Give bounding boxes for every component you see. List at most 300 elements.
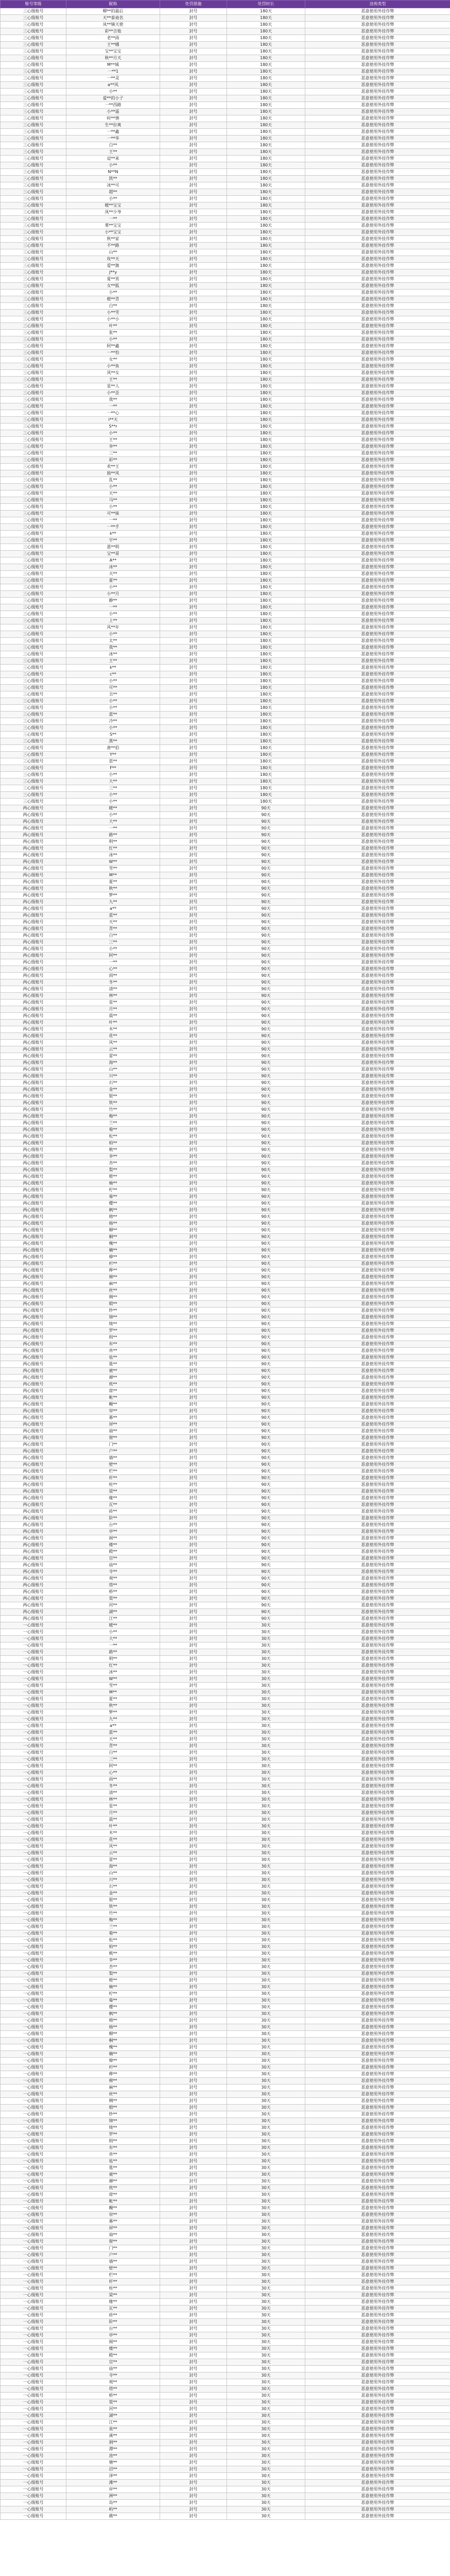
cell-level: 两心级账号 (1, 1187, 66, 1194)
cell-penalty: 封号 (160, 2165, 227, 2172)
cell-penalty: 封号 (160, 2192, 227, 2198)
cell-reason: 恶意使用外挂作弊 (305, 1522, 450, 1529)
cell-level: 三心级账号 (1, 142, 66, 149)
cell-level: 两心级账号 (1, 1328, 66, 1334)
cell-duration: 30天 (227, 1971, 305, 1977)
cell-reason: 恶意使用外挂作弊 (305, 1140, 450, 1147)
cell-reason: 恶意使用外挂作弊 (305, 2218, 450, 2225)
cell-duration: 180天 (227, 330, 305, 336)
cell-reason: 恶意使用外挂作弊 (305, 551, 450, 557)
cell-penalty: 封号 (160, 2466, 227, 2473)
cell-reason: 恶意使用外挂作弊 (305, 1716, 450, 1723)
cell-nickname: M** (66, 1689, 160, 1696)
cell-duration: 30天 (227, 2272, 305, 2279)
cell-reason: 恶意使用外挂作弊 (305, 752, 450, 758)
table-row (1, 1154, 450, 1160)
cell-reason: 恶意使用外挂作弊 (305, 2372, 450, 2379)
cell-reason: 恶意使用外挂作弊 (305, 1977, 450, 1984)
cell-penalty: 封号 (160, 611, 227, 618)
cell-duration: 30天 (227, 1689, 305, 1696)
cell-nickname: 罗** (66, 1328, 160, 1334)
cell-nickname: 江** (66, 1616, 160, 1622)
cell-level: 一心级账号 (1, 2259, 66, 2265)
cell-reason: 恶意使用外挂作弊 (305, 1984, 450, 1991)
cell-nickname: 桥** (66, 2393, 160, 2399)
cell-penalty: 封号 (160, 69, 227, 75)
cell-reason: 恶意使用外挂作弊 (305, 2319, 450, 2326)
cell-duration: 180天 (227, 129, 305, 135)
cell-duration: 90天 (227, 1388, 305, 1395)
cell-penalty: 封号 (160, 1555, 227, 1562)
cell-reason: 恶意使用外挂作弊 (305, 1743, 450, 1750)
cell-nickname: 杉** (66, 2064, 160, 2071)
cell-level: 一心级账号 (1, 1991, 66, 1997)
cell-duration: 90天 (227, 1227, 305, 1234)
cell-duration: 180天 (227, 82, 305, 89)
cell-duration: 180天 (227, 799, 305, 805)
cell-reason: 恶意使用外挂作弊 (305, 162, 450, 169)
cell-reason: 恶意使用外挂作弊 (305, 1073, 450, 1080)
cell-reason: 恶意使用外挂作弊 (305, 189, 450, 196)
cell-duration: 180天 (227, 263, 305, 269)
cell-duration: 180天 (227, 223, 305, 229)
cell-penalty: 封号 (160, 1180, 227, 1187)
cell-nickname: 莓** (66, 1194, 160, 1200)
cell-nickname: 冷** (66, 718, 160, 725)
cell-level: 两心级账号 (1, 1073, 66, 1080)
cell-penalty: 封号 (160, 276, 227, 283)
table-row (1, 209, 450, 216)
cell-duration: 180天 (227, 638, 305, 645)
cell-reason: 恶意使用外挂作弊 (305, 1133, 450, 1140)
cell-duration: 90天 (227, 926, 305, 933)
cell-nickname: 铁** (66, 1100, 160, 1107)
table-row (1, 1100, 450, 1107)
cell-level: 三心级账号 (1, 390, 66, 397)
table-row (1, 785, 450, 792)
cell-penalty: 封号 (160, 437, 227, 444)
table-row (1, 1435, 450, 1442)
cell-nickname: 花** (66, 1033, 160, 1040)
cell-nickname: 梨** (66, 1167, 160, 1174)
cell-penalty: 封号 (160, 1381, 227, 1388)
cell-nickname: 欢**王 (66, 464, 160, 470)
table-row (1, 490, 450, 497)
cell-penalty: 封号 (160, 1100, 227, 1107)
cell-nickname: 杏** (66, 1160, 160, 1167)
cell-nickname: 冰** (66, 564, 160, 571)
table-row (1, 899, 450, 906)
cell-duration: 90天 (227, 1555, 305, 1562)
cell-nickname: k** (66, 531, 160, 537)
cell-penalty: 封号 (160, 1609, 227, 1616)
cell-reason: 恶意使用外挂作弊 (305, 2386, 450, 2393)
cell-reason: 恶意使用外挂作弊 (305, 2145, 450, 2151)
cell-level: 三心级账号 (1, 611, 66, 618)
cell-penalty: 封号 (160, 638, 227, 645)
table-row (1, 1160, 450, 1167)
table-row (1, 1971, 450, 1977)
table-row (1, 859, 450, 866)
cell-nickname: 殿** (66, 1549, 160, 1555)
cell-level: 一心级账号 (1, 2018, 66, 2024)
cell-level: 一心级账号 (1, 1910, 66, 1917)
cell-reason: 恶意使用外挂作弊 (305, 1341, 450, 1348)
cell-level: 两心级账号 (1, 1060, 66, 1066)
cell-level: 一心级账号 (1, 1957, 66, 1964)
cell-duration: 90天 (227, 1301, 305, 1308)
cell-nickname: 槐** (66, 2044, 160, 2051)
cell-penalty: 封号 (160, 1267, 227, 1274)
cell-penalty: 封号 (160, 1455, 227, 1462)
cell-nickname: 夏** (66, 879, 160, 886)
table-row (1, 872, 450, 879)
table-row (1, 1187, 450, 1194)
cell-duration: 180天 (227, 537, 305, 544)
table-row (1, 665, 450, 671)
cell-reason: 恶意使用外挂作弊 (305, 1830, 450, 1837)
cell-level: 两心级账号 (1, 1261, 66, 1267)
cell-duration: 180天 (227, 182, 305, 189)
cell-nickname: 雾**宝宝 (66, 223, 160, 229)
cell-penalty: 封号 (160, 571, 227, 578)
cell-nickname: 雪** (66, 866, 160, 872)
cell-level: 一心级账号 (1, 2433, 66, 2439)
cell-level: 两心级账号 (1, 1287, 66, 1294)
table-row (1, 1053, 450, 1060)
cell-duration: 30天 (227, 1750, 305, 1756)
table-row (1, 966, 450, 973)
cell-nickname: 扇** (66, 2232, 160, 2239)
cell-level: 两心级账号 (1, 1180, 66, 1187)
cell-level: 一心级账号 (1, 1750, 66, 1756)
cell-level: 一心级账号 (1, 1683, 66, 1689)
cell-duration: 30天 (227, 2306, 305, 2312)
cell-duration: 180天 (227, 102, 305, 109)
cell-duration: 90天 (227, 1160, 305, 1167)
cell-penalty: 封号 (160, 283, 227, 290)
table-row (1, 330, 450, 336)
cell-level: 一心级账号 (1, 2225, 66, 2232)
cell-penalty: 封号 (160, 511, 227, 517)
cell-level: 一心级账号 (1, 2379, 66, 2386)
cell-nickname: 静** (66, 598, 160, 604)
cell-nickname: 宇** (66, 537, 160, 544)
cell-nickname: 我** (66, 397, 160, 403)
cell-nickname: 海** (66, 1863, 160, 1870)
cell-level: 一心级账号 (1, 2393, 66, 2399)
cell-reason: 恶意使用外挂作弊 (305, 2031, 450, 2038)
cell-level: 两心级账号 (1, 1609, 66, 1616)
table-row (1, 135, 450, 142)
cell-duration: 180天 (227, 95, 305, 102)
cell-duration: 180天 (227, 343, 305, 350)
cell-nickname: 兰** (66, 1120, 160, 1127)
cell-penalty: 封号 (160, 1509, 227, 1515)
cell-level: 一心级账号 (1, 2372, 66, 2379)
cell-level: 两心级账号 (1, 1535, 66, 1542)
cell-duration: 30天 (227, 2399, 305, 2406)
cell-duration: 30天 (227, 2419, 305, 2426)
cell-duration: 180天 (227, 470, 305, 477)
cell-duration: 180天 (227, 55, 305, 62)
cell-level: 一心级账号 (1, 2473, 66, 2480)
table-row (1, 2339, 450, 2346)
cell-reason: 恶意使用外挂作弊 (305, 1354, 450, 1361)
cell-reason: 恶意使用外挂作弊 (305, 1442, 450, 1448)
cell-nickname: 柳** (66, 1227, 160, 1234)
cell-penalty: 封号 (160, 2359, 227, 2366)
cell-nickname: 小**歪 (66, 390, 160, 397)
table-row (1, 1522, 450, 1529)
cell-nickname: 王** (66, 658, 160, 665)
table-row (1, 2439, 450, 2446)
table-row (1, 129, 450, 135)
cell-duration: 90天 (227, 1421, 305, 1428)
cell-reason: 恶意使用外挂作弊 (305, 1770, 450, 1776)
cell-reason: 恶意使用外挂作弊 (305, 2413, 450, 2419)
cell-reason: 恶意使用外挂作弊 (305, 42, 450, 48)
cell-level: 两心级账号 (1, 1207, 66, 1214)
cell-nickname: 银** (66, 1093, 160, 1100)
cell-duration: 180天 (227, 15, 305, 22)
cell-reason: 恶意使用外挂作弊 (305, 618, 450, 624)
cell-nickname: 大** (66, 1636, 160, 1642)
table-row (1, 2091, 450, 2098)
cell-nickname: 丑** (66, 691, 160, 698)
cell-penalty: 封号 (160, 504, 227, 511)
cell-nickname: 唐**伯 (66, 745, 160, 752)
cell-level: 三心级账号 (1, 149, 66, 156)
cell-reason: 恶意使用外挂作弊 (305, 477, 450, 484)
cell-duration: 30天 (227, 1944, 305, 1951)
cell-penalty: 封号 (160, 2218, 227, 2225)
cell-nickname: 户** (66, 1448, 160, 1455)
table-row (1, 1629, 450, 1636)
cell-level: 一心级账号 (1, 2071, 66, 2078)
cell-penalty: 封号 (160, 551, 227, 557)
cell-duration: 180天 (227, 765, 305, 772)
cell-nickname: 樟** (66, 1254, 160, 1261)
table-row (1, 1174, 450, 1180)
cell-level: 三心级账号 (1, 537, 66, 544)
cell-penalty: 封号 (160, 1234, 227, 1241)
cell-reason: 恶意使用外挂作弊 (305, 2118, 450, 2125)
table-row (1, 2252, 450, 2259)
table-row (1, 2004, 450, 2011)
cell-nickname: 被** (66, 1368, 160, 1375)
cell-level: 三心级账号 (1, 263, 66, 269)
table-row (1, 1502, 450, 1509)
table-row (1, 343, 450, 350)
cell-duration: 180天 (227, 48, 305, 55)
cell-penalty: 封号 (160, 1261, 227, 1267)
cell-level: 三心级账号 (1, 290, 66, 296)
table-row (1, 1227, 450, 1234)
table-row (1, 2312, 450, 2319)
cell-nickname: 小** (66, 584, 160, 591)
cell-penalty: 封号 (160, 2272, 227, 2279)
table-row (1, 698, 450, 705)
cell-nickname: 寺** (66, 1569, 160, 1575)
cell-nickname: 一**西路 (66, 102, 160, 109)
cell-nickname: 乱** (66, 477, 160, 484)
cell-penalty: 封号 (160, 2292, 227, 2299)
cell-penalty: 封号 (160, 243, 227, 249)
cell-level: 一心级账号 (1, 2084, 66, 2091)
cell-duration: 90天 (227, 1154, 305, 1160)
cell-penalty: 封号 (160, 310, 227, 316)
cell-level: 一心级账号 (1, 1850, 66, 1857)
cell-penalty: 封号 (160, 2131, 227, 2138)
cell-reason: 恶意使用外挂作弊 (305, 745, 450, 752)
cell-penalty: 封号 (160, 1629, 227, 1636)
cell-penalty: 封号 (160, 2138, 227, 2145)
cell-duration: 30天 (227, 2453, 305, 2460)
cell-level: 一心级账号 (1, 1790, 66, 1797)
cell-penalty: 封号 (160, 1823, 227, 1830)
cell-penalty: 封号 (160, 1515, 227, 1522)
cell-penalty: 封号 (160, 1763, 227, 1770)
cell-nickname: 爱**的小子 (66, 95, 160, 102)
cell-level: 一心级账号 (1, 1843, 66, 1850)
cell-nickname: 三** (66, 450, 160, 457)
table-row (1, 1087, 450, 1093)
cell-nickname: 冬** (66, 979, 160, 986)
table-row (1, 1348, 450, 1354)
cell-reason: 恶意使用外挂作弊 (305, 825, 450, 832)
cell-penalty: 封号 (160, 1254, 227, 1261)
cell-reason: 恶意使用外挂作弊 (305, 1549, 450, 1555)
table-row (1, 1716, 450, 1723)
cell-duration: 180天 (227, 517, 305, 524)
table-row (1, 1495, 450, 1502)
table-row (1, 1361, 450, 1368)
cell-penalty: 封号 (160, 845, 227, 852)
table-row (1, 484, 450, 490)
cell-nickname: 马** (66, 497, 160, 504)
table-row (1, 1026, 450, 1033)
cell-nickname: 布** (66, 1341, 160, 1348)
table-row (1, 2265, 450, 2272)
cell-penalty: 封号 (160, 2299, 227, 2306)
cell-duration: 180天 (227, 725, 305, 732)
cell-penalty: 封号 (160, 2419, 227, 2426)
cell-level: 两心级账号 (1, 1133, 66, 1140)
table-row (1, 1448, 450, 1455)
cell-duration: 90天 (227, 1549, 305, 1555)
cell-penalty: 封号 (160, 1529, 227, 1535)
cell-nickname: 小** (66, 946, 160, 953)
cell-reason: 恶意使用外挂作弊 (305, 2178, 450, 2185)
cell-nickname: 松** (66, 1937, 160, 1944)
cell-reason: 恶意使用外挂作弊 (305, 1200, 450, 1207)
cell-duration: 30天 (227, 1830, 305, 1837)
cell-penalty: 封号 (160, 1797, 227, 1803)
cell-duration: 30天 (227, 2292, 305, 2299)
cell-level: 三心级账号 (1, 604, 66, 611)
cell-duration: 90天 (227, 1529, 305, 1535)
cell-reason: 恶意使用外挂作弊 (305, 2151, 450, 2158)
table-row (1, 2064, 450, 2071)
table-row (1, 1937, 450, 1944)
cell-nickname: 青** (66, 926, 160, 933)
cell-penalty: 封号 (160, 752, 227, 758)
cell-duration: 90天 (227, 1087, 305, 1093)
cell-penalty: 封号 (160, 1904, 227, 1910)
cell-level: 三心级账号 (1, 403, 66, 410)
table-row (1, 377, 450, 383)
table-row (1, 979, 450, 986)
cell-level: 一心级账号 (1, 2078, 66, 2084)
cell-nickname: 老**雨 (66, 35, 160, 42)
cell-duration: 180天 (227, 35, 305, 42)
cell-penalty: 封号 (160, 1415, 227, 1421)
cell-penalty: 封号 (160, 323, 227, 330)
cell-nickname: 秋** (66, 886, 160, 892)
cell-reason: 恶意使用外挂作弊 (305, 1776, 450, 1783)
cell-nickname: 桐** (66, 1234, 160, 1241)
cell-penalty: 封号 (160, 2064, 227, 2071)
cell-nickname: 扇** (66, 1428, 160, 1435)
cell-level: 三心级账号 (1, 243, 66, 249)
cell-nickname: 幔** (66, 1401, 160, 1408)
cell-nickname: 小** (66, 678, 160, 685)
cell-penalty: 封号 (160, 444, 227, 450)
cell-duration: 90天 (227, 1267, 305, 1274)
cell-level: 一心级账号 (1, 1810, 66, 1817)
cell-level: 一心级账号 (1, 1897, 66, 1904)
cell-penalty: 封号 (160, 1308, 227, 1314)
cell-duration: 180天 (227, 584, 305, 591)
cell-reason: 恶意使用外挂作弊 (305, 2352, 450, 2359)
cell-duration: 180天 (227, 383, 305, 390)
table-row (1, 765, 450, 772)
cell-nickname: 风**女 (66, 370, 160, 377)
cell-penalty: 封号 (160, 142, 227, 149)
cell-duration: 180天 (227, 551, 305, 557)
cell-duration: 180天 (227, 169, 305, 176)
cell-reason: 恶意使用外挂作弊 (305, 303, 450, 310)
cell-nickname: 麻** (66, 2084, 160, 2091)
table-row (1, 2192, 450, 2198)
cell-penalty: 封号 (160, 2111, 227, 2118)
cell-penalty: 封号 (160, 2413, 227, 2419)
table-row (1, 2486, 450, 2493)
cell-duration: 90天 (227, 1214, 305, 1221)
cell-penalty: 封号 (160, 1482, 227, 1488)
table-row (1, 1488, 450, 1495)
cell-penalty: 封号 (160, 336, 227, 343)
cell-penalty: 封号 (160, 1656, 227, 1663)
cell-nickname: 塔** (66, 2386, 160, 2393)
cell-level: 两心级账号 (1, 1515, 66, 1522)
cell-duration: 90天 (227, 1187, 305, 1194)
table-row (1, 182, 450, 189)
cell-reason: 恶意使用外挂作弊 (305, 1113, 450, 1120)
cell-reason: 恶意使用外挂作弊 (305, 1046, 450, 1053)
cell-nickname: 一** (66, 1642, 160, 1649)
cell-level: 一心级账号 (1, 1743, 66, 1750)
cell-penalty: 封号 (160, 1468, 227, 1475)
cell-penalty: 封号 (160, 1133, 227, 1140)
cell-penalty: 封号 (160, 1810, 227, 1817)
cell-reason: 恶意使用外挂作弊 (305, 2379, 450, 2386)
cell-duration: 30天 (227, 2252, 305, 2259)
cell-level: 三心级账号 (1, 544, 66, 551)
cell-penalty: 封号 (160, 2058, 227, 2064)
cell-nickname: 山** (66, 249, 160, 256)
